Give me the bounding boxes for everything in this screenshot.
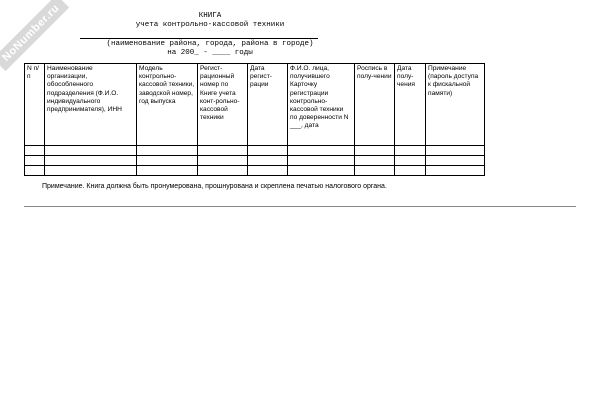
col-signature-header: Роспись в полу-чении — [355, 64, 395, 146]
registry-table — [24, 63, 485, 176]
col-model-header: Модель контрольно-кассовой техники, заводской номер, год выпуска — [137, 64, 198, 146]
district-caption: (наименование района, города, района в городе) — [106, 40, 314, 48]
page-divider — [24, 206, 576, 207]
col-regnumber-header: Регист-рационный номер по Книге учета конт-рольно-кассовой техники — [198, 64, 248, 146]
col-regdate-header: Дата регист-рации — [248, 64, 288, 146]
district-fill-line — [80, 38, 318, 39]
col-number-header: N п/п — [25, 64, 45, 146]
col-receipt-date-header: Дата полу-чения — [395, 64, 426, 146]
col-recipient-header: Ф.И.О. лица, получившего Карточку регистрации контрольно-кассовой техники по доверенности N ___, дата — [288, 64, 355, 146]
table-header-row — [25, 64, 485, 146]
footnote: Примечание. Книга должна быть пронумерована, прошнурована и скреплена печатью налогового органа. — [42, 183, 387, 190]
book-subtitle: учета контрольно-кассовой техники — [135, 21, 285, 29]
years-line: на 200_ - ____ годы — [167, 49, 253, 57]
col-note-header: Примечание (пароль доступа к фискальной памяти) — [426, 64, 485, 146]
watermark-logo: NoNumber.ru — [0, 0, 69, 71]
book-title: КНИГА — [198, 12, 222, 20]
table-row — [25, 166, 485, 176]
col-organization-header: Наименование организации, обособленного подразделения (Ф.И.О. индивидуального предпринимателя), ИНН — [45, 64, 137, 146]
table-row — [25, 146, 485, 156]
table-row — [25, 156, 485, 166]
